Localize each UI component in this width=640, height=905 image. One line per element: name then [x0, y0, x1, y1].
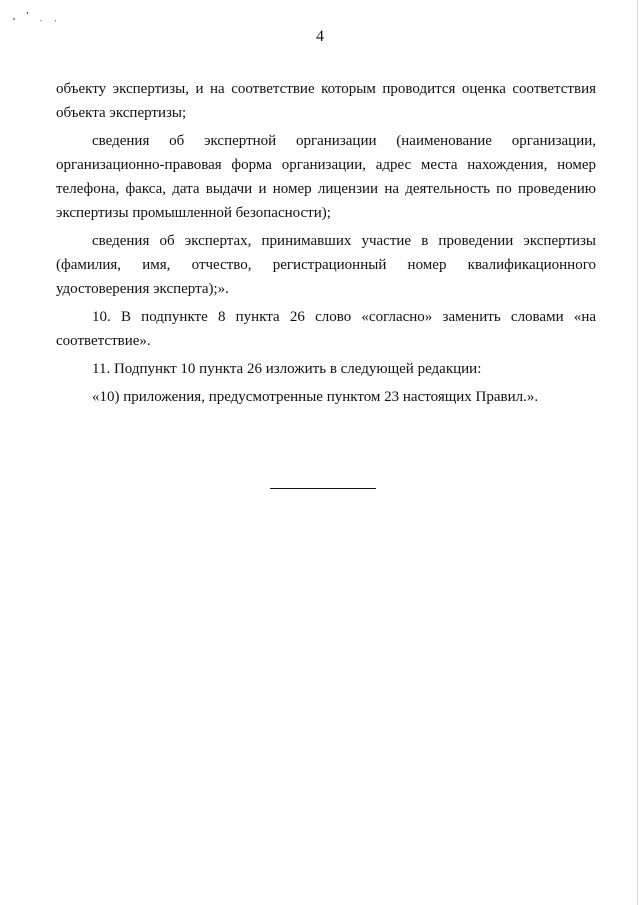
document-body	[56, 77, 596, 413]
paragraph-experts-info: сведения об экспертах, принимавших участие в проведении экспертизы (фамилия, имя, отчество, регистрационный номер квалификационного удостоверения эксперта);».	[56, 233, 596, 297]
paragraph-expert-organization: сведения об экспертной организации (наименование организации, организационно-правовая форма организации, адрес места нахождения, номер телефона, факса, дата выдачи и номер лицензии на деятельность по проведению экспертизы промышленной безопасности);	[56, 133, 596, 221]
page-number: 4	[316, 28, 324, 45]
paragraph-item-10: 10. В подпункте 8 пункта 26 слово «согласно» заменить словами «на соответствие».	[56, 309, 596, 349]
paragraph-expertise-object: объекту экспертизы, и на соответствие которым проводится оценка соответствия объекта экспертизы;	[56, 81, 596, 121]
paragraph-new-wording: «10) приложения, предусмотренные пунктом 23 настоящих Правил.».	[92, 389, 539, 405]
closing-rule	[270, 488, 376, 489]
scan-marks: ‚ ' ˌ ˌ	[12, 10, 62, 22]
paragraph-item-11: 11. Подпункт 10 пункта 26 изложить в следующей редакции:	[92, 361, 482, 377]
page-edge	[637, 0, 638, 905]
